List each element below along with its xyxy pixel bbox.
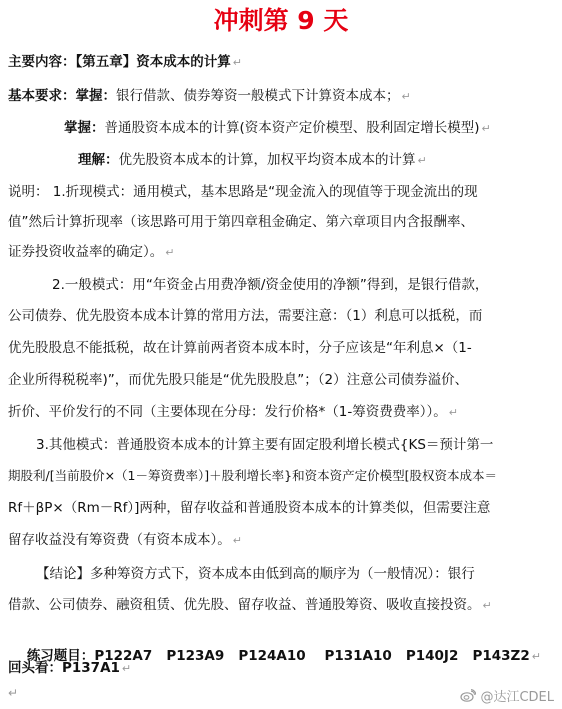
note-line-12 [8,530,242,551]
paragraph-mark-icon: ↵ [481,122,491,135]
requirement-line-3 [78,150,427,171]
note-line-8-text: 折价、平价发行的不同（主要体现在分母：发行价格*（1-筹资费费率））。 [8,404,447,420]
weibo-logo-icon [460,689,476,702]
note-line-9: 3.其他模式：普通股资本成本的计算主要有固定股利增长模式{KS＝预计第一 [36,437,494,453]
watermark-text: @达江CDEL [480,690,554,705]
note-line-1: 说明： 1.折现模式：通用模式，基本思路是“现金流入的现值等于现金流出的现 [8,184,478,200]
paragraph-mark-icon: ↵ [165,246,175,259]
weibo-watermark [460,686,554,705]
note-line-4: 2.一般模式：用“年资金占用费净额/资金使用的净额”得到，是银行借款， [52,277,489,293]
paragraph-mark-icon: ↵ [232,56,242,69]
conclusion-line-2-text: 借款、公司债券、融资租赁、优先股、留存收益、普通股筹资、吸收直接投资。 [8,597,481,613]
paragraph-mark-icon: ↵ [121,662,132,675]
note-line-2: 值”然后计算折现率（该思路可用于第四章租金确定、第六章项目内含报酬率、 [8,214,474,230]
review-line [8,658,131,679]
note-line-6: 优先股股息不能抵税，故在计算前两者资本成本时，分子应该是“年利息×（1- [8,340,472,356]
paragraph-mark-icon: ↵ [531,650,541,663]
note-line-11: Rf＋βP×（Rm－Rf）]两种，留存收益和普通股资本成本的计算类似，但需要注意 [8,500,491,516]
paragraph-mark-icon: ↵ [417,154,427,167]
conclusion-line-1: 【结论】多种筹资方式下，资本成本由低到高的顺序为（一般情况）：银行 [36,566,475,582]
note-line-7: 企业所得税税率)”，而优先股只能是“优先股股息”；（2）注意公司债券溢价、 [8,372,469,388]
paragraph-mark-icon: ↵ [401,90,411,103]
main-content-line [8,52,242,73]
mastery-text-2: 普通股资本成本的计算(资本资产定价模型、股利固定增长模型) [104,120,480,136]
mastery-label-2: 掌握： [64,120,105,136]
requirement-line-2 [64,118,491,139]
exercise-label: 练习题目： [26,648,95,664]
note-line-10: 期股利/[当前股价×（1－筹资费率）]＋股利增长率}和资本资产定价模型[股权资本成本＝ [8,468,497,483]
review-label: 回头看： [8,660,62,676]
note-line-3-text: 证券投资收益率的确定）。 [8,244,164,260]
requirements-label: 基本要求： [8,88,76,104]
exercise-items: P122A7 P123A9 P124A10 P131A10 P140J2 P143Z2 [94,648,530,664]
conclusion-line-2 [8,595,492,616]
mastery-label-1: 掌握： [75,88,116,104]
page-title: 冲刺第 9 天 [213,6,349,35]
requirement-line-1 [8,86,411,107]
mastery-text-1: 银行借款、债券筹资一般模式下计算资本成本； [116,88,400,104]
note-line-12-text: 留存收益没有筹资费（有资本成本）。 [8,532,231,548]
paragraph-mark-icon: ↵ [8,686,19,700]
paragraph-mark-icon: ↵ [232,534,242,547]
paragraph-mark-icon: ↵ [448,406,458,419]
note-line-8 [8,402,458,423]
note-line-3 [8,242,174,263]
understand-label: 理解： [78,152,119,168]
understand-text: 优先股资本成本的计算，加权平均资本成本的计算 [118,152,416,168]
note-line-5: 公司债券、优先股资本成本计算的常用方法，需要注意：（1）利息可以抵税，而 [8,308,483,324]
main-content-label: 主要内容： [8,54,76,70]
review-items: P137A1 [62,660,120,676]
paragraph-mark-icon: ↵ [482,599,492,612]
main-content-text: 【第五章】资本成本的计算 [75,54,231,70]
